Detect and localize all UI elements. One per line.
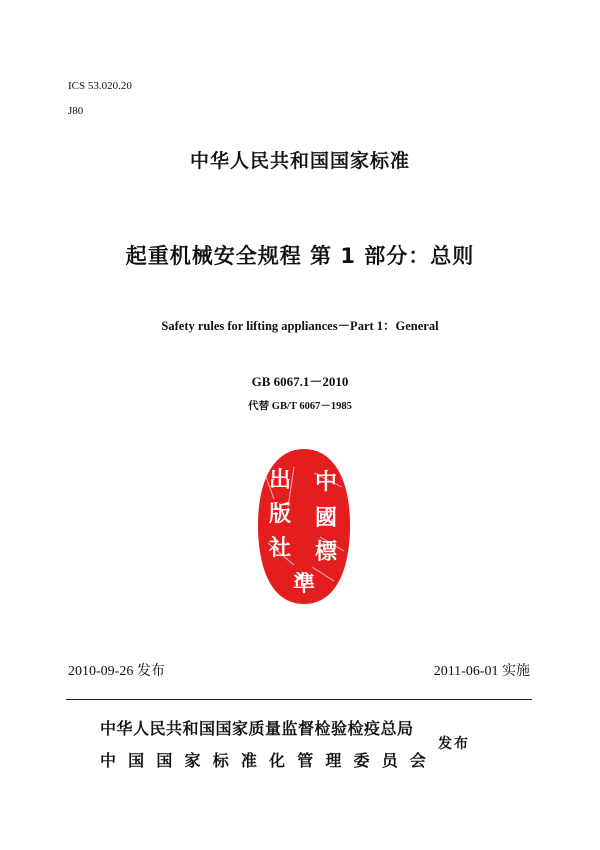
issuer-sac-char: 准 <box>240 751 257 770</box>
issue-date: 2010-09-26 发布 <box>68 664 165 679</box>
seal-glyph: 中 <box>314 469 338 495</box>
seal-glyph: 社 <box>268 535 292 561</box>
replaces-note: 代替 GB/T 6067－1985 <box>248 401 352 412</box>
english-title: Safety rules for lifting appliances－Part 1：General <box>161 319 439 333</box>
seal-glyph: 版 <box>268 501 292 527</box>
effective-date: 2011-06-01 实施 <box>433 664 530 679</box>
classification-code: J80 <box>68 105 84 117</box>
issuer-aqsiq: 中华人民共和国国家质量监督检验检疫总局 <box>100 719 414 738</box>
issuer-sac-char: 国 <box>156 751 173 770</box>
issuer-sac-char: 家 <box>184 751 201 770</box>
issuer-sac-char: 管 <box>297 751 314 770</box>
seal-glyph: 標 <box>314 539 338 565</box>
issuer-sac <box>100 748 426 771</box>
issuer-sac-char: 会 <box>409 751 426 770</box>
issuer-sac-char: 中 <box>100 751 117 770</box>
standard-number: GB 6067.1－2010 <box>251 374 349 389</box>
issuer-sac-char: 员 <box>381 751 398 770</box>
publish-label: 发布 <box>438 736 470 752</box>
seal-glyph: 準 <box>292 571 316 597</box>
issuer-sac-char: 理 <box>325 751 342 770</box>
chinese-title: 起重机械安全规程 第 1 部分：总则 <box>125 244 475 268</box>
issuer-sac-char: 标 <box>212 751 229 770</box>
ics-code: ICS 53.020.20 <box>68 80 132 92</box>
issuer-sac-char: 委 <box>353 751 370 770</box>
national-standard-heading: 中华人民共和国国家标准 <box>189 150 410 172</box>
issuer-sac-char: 化 <box>269 751 286 770</box>
divider-line <box>66 699 532 700</box>
seal-glyph: 國 <box>314 505 338 531</box>
issuer-sac-char: 国 <box>128 751 145 770</box>
publisher-seal-stamp <box>254 447 354 607</box>
seal-glyph: 出 <box>268 467 292 493</box>
